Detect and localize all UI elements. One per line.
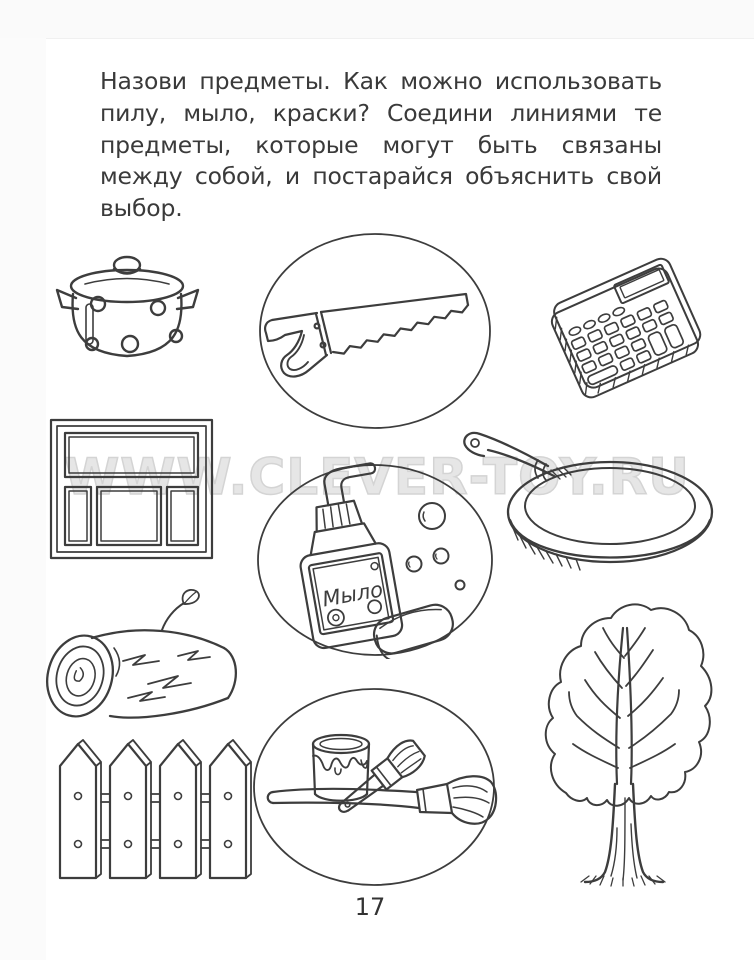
calculator-illustration	[543, 247, 713, 399]
pot-illustration	[50, 248, 205, 373]
handsaw-icon	[265, 294, 468, 377]
tree-illustration	[533, 588, 728, 890]
soap-bottle-icon	[285, 463, 404, 650]
instruction-line: Назови предметы. Как можно использовать	[100, 67, 662, 95]
instruction-line: между собой, и постарайся объяснить свой	[100, 162, 662, 191]
pot-icon	[57, 257, 198, 356]
fence-icon	[60, 740, 251, 878]
window-illustration	[48, 417, 218, 564]
instruction-line: выбор.	[100, 194, 183, 223]
scan-edge-top	[0, 0, 754, 39]
saw-oval-illustration	[257, 231, 494, 431]
instruction-line: пилу, мыло, краски? Соедини линиями те	[100, 98, 662, 127]
instruction-text	[100, 66, 662, 225]
paints-oval-illustration	[251, 686, 498, 888]
watermark-text: WWW.CLEVER-TOY.RU	[64, 448, 690, 506]
page-number: 17	[354, 893, 386, 921]
log-icon	[38, 590, 236, 724]
paint-can-icon	[313, 735, 369, 801]
instruction-line: предметы, которые могут быть связаны	[100, 130, 662, 159]
oval-frame	[260, 234, 490, 428]
fence-illustration	[52, 736, 257, 888]
window-icon	[51, 420, 212, 558]
frying-pan-icon	[464, 433, 712, 570]
soap-label: Мыло	[320, 577, 385, 612]
tree-icon	[546, 604, 712, 886]
frying-pan-illustration	[438, 418, 716, 576]
calculator-icon	[545, 256, 706, 399]
log-illustration	[28, 586, 246, 728]
